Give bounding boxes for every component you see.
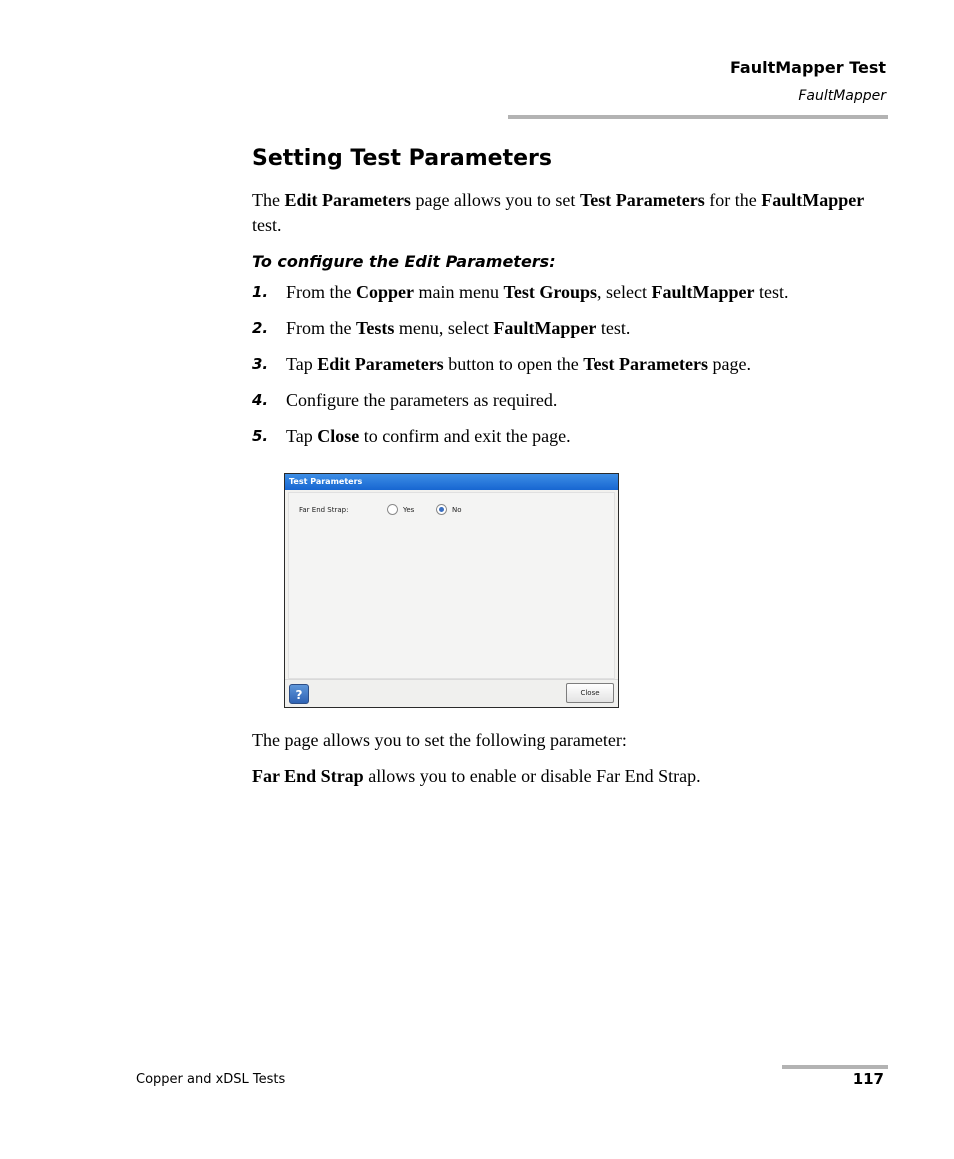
footer-doc-title: Copper and xDSL Tests (136, 1072, 286, 1087)
step-number: 2. (252, 319, 269, 337)
dialog-body (288, 492, 615, 679)
parameter-list-intro: The page allows you to set the following parameter: (252, 730, 627, 750)
no-option-label[interactable]: No (452, 506, 462, 514)
intro-paragraph (252, 188, 872, 238)
step-number: 3. (252, 355, 269, 373)
parameter-name: Far End Strap (252, 766, 364, 786)
footer-divider (782, 1065, 888, 1069)
step-text: From the Tests menu, select FaultMapper test. (286, 318, 631, 338)
step-text: Tap Close to confirm and exit the page. (286, 426, 571, 446)
procedure-heading: To configure the Edit Parameters: (252, 252, 556, 271)
step-text: Tap Edit Parameters button to open the Test Parameters page. (286, 354, 751, 374)
dialog-title-bar: Test Parameters (285, 474, 618, 490)
chapter-title: FaultMapper Test (729, 58, 886, 77)
far-end-strap-no-radio[interactable] (436, 504, 447, 515)
intro-text: test. (252, 215, 282, 235)
intro-bold: Test Parameters (579, 190, 705, 210)
intro-bold: FaultMapper (761, 190, 865, 210)
close-button[interactable]: Close (566, 683, 614, 703)
step-text: Configure the parameters as required. (286, 390, 558, 410)
parameter-desc-text: allows you to enable or disable Far End Strap. (363, 766, 701, 786)
dialog-footer (285, 679, 618, 707)
section-heading: Setting Test Parameters (252, 146, 552, 171)
header-divider (508, 115, 888, 119)
parameter-description (252, 766, 701, 787)
section-subtitle: FaultMapper (798, 88, 886, 104)
yes-option-label[interactable]: Yes (403, 506, 415, 514)
far-end-strap-yes-radio[interactable] (387, 504, 398, 515)
test-parameters-dialog (284, 473, 619, 708)
intro-text: page allows you to set (410, 190, 580, 210)
step-number: 5. (252, 427, 269, 445)
intro-text: The (252, 190, 285, 210)
step-number: 1. (252, 283, 269, 301)
help-icon: ? (295, 688, 303, 702)
intro-bold: Edit Parameters (284, 190, 411, 210)
step-number: 4. (252, 391, 269, 409)
help-button[interactable] (289, 684, 309, 704)
intro-text: for the (704, 190, 762, 210)
page-number: 117 (852, 1070, 884, 1088)
step-text: From the Copper main menu Test Groups, select FaultMapper test. (286, 282, 789, 302)
far-end-strap-label: Far End Strap: (299, 506, 349, 514)
